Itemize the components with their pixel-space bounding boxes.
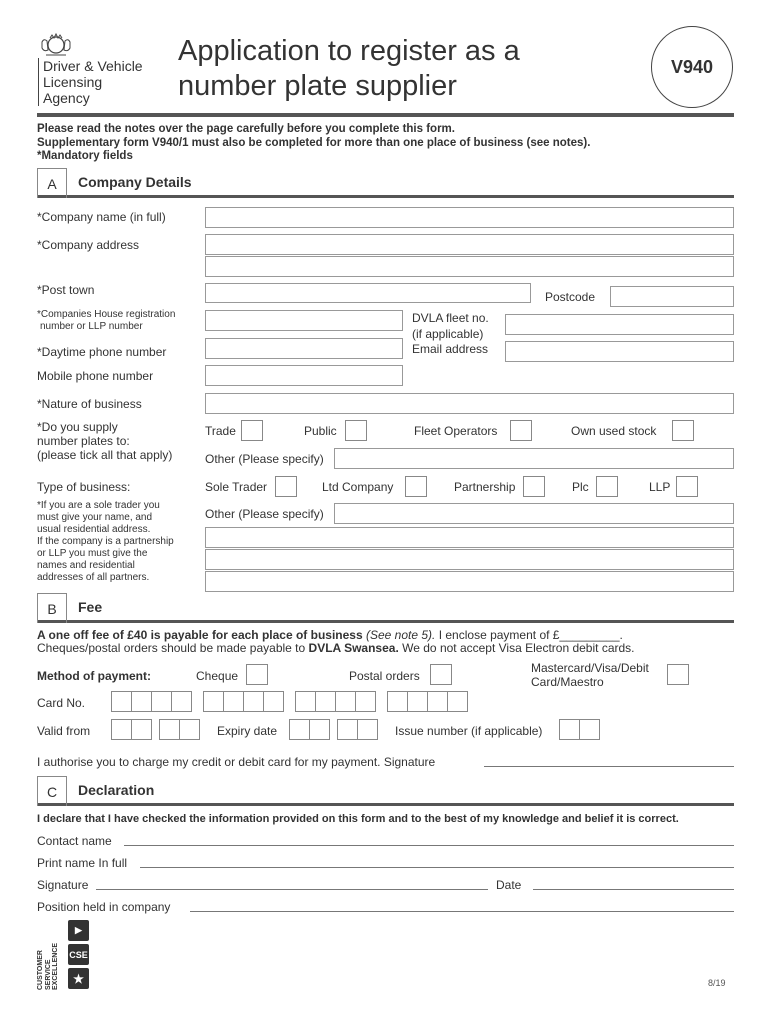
supply-trade-checkbox[interactable]: [241, 420, 263, 441]
supply-public-checkbox[interactable]: [345, 420, 367, 441]
card-number-group-1[interactable]: [111, 691, 192, 712]
card-number-group-2[interactable]: [203, 691, 284, 712]
issue-number-label: Issue number (if applicable): [395, 724, 543, 738]
valid-from-month[interactable]: [111, 719, 152, 740]
mobile-phone-label: Mobile phone number: [37, 369, 154, 383]
type-other-label: Other (Please specify): [205, 507, 324, 521]
supply-trade-label: Trade: [205, 424, 236, 438]
partners-address-field-3[interactable]: [205, 571, 734, 592]
supply-fleet-label: Fleet Operators: [414, 424, 498, 438]
fleet-number-label: DVLA fleet no. (if applicable): [412, 311, 489, 341]
print-name-line[interactable]: [140, 867, 734, 868]
mobile-phone-field[interactable]: [205, 365, 403, 386]
type-plc-label: Plc: [572, 480, 589, 494]
nature-of-business-label: *Nature of business: [37, 397, 142, 411]
section-b-header: [37, 593, 734, 623]
postcode-field[interactable]: [610, 286, 734, 307]
card-payment-checkbox[interactable]: [667, 664, 689, 685]
position-label: Position held in company: [37, 900, 171, 914]
fee-statement: A one off fee of £40 is payable for each place of business (See note 5). I enclose payment of £_________.: [37, 628, 623, 642]
card-number-group-4[interactable]: [387, 691, 468, 712]
form-title: Application to register as a number plate supplier: [178, 35, 520, 102]
customer-service-excellence-logo: CUSTOMER SERVICE EXCELLENCE ▶ CSE ★: [37, 918, 99, 990]
intro-text: Please read the notes over the page carefully before you complete this form. Supplementary form V940/1 must also be completed for more than one place of business (see notes). *Mandatory fields: [37, 123, 591, 162]
section-title: Fee: [78, 599, 103, 615]
daytime-phone-label: *Daytime phone number: [37, 345, 167, 359]
print-name-label: Print name In full: [37, 856, 128, 870]
post-town-label: *Post town: [37, 283, 95, 297]
date-line[interactable]: [533, 889, 734, 890]
type-sole-trader-checkbox[interactable]: [275, 476, 297, 497]
cheques-statement: Cheques/postal orders should be made payable to DVLA Swansea. We do not accept Visa Electron debit cards.: [37, 641, 635, 655]
sole-trader-note: *If you are a sole trader you must give your name, and usual residential address. If the company is a partnership or LLP you must give the names and residential addresses of all partners.: [37, 500, 174, 583]
email-field[interactable]: [505, 341, 734, 362]
nature-of-business-field[interactable]: [205, 393, 734, 414]
issue-number-field[interactable]: [559, 719, 600, 740]
card-payment-label: Mastercard/Visa/Debit Card/Maestro: [531, 661, 649, 689]
section-letter: B: [37, 593, 67, 623]
postal-orders-checkbox[interactable]: [430, 664, 452, 685]
company-address-field-1[interactable]: [205, 234, 734, 255]
type-plc-checkbox[interactable]: [596, 476, 618, 497]
header-divider: [37, 113, 734, 117]
expiry-year[interactable]: [337, 719, 378, 740]
type-llp-checkbox[interactable]: [676, 476, 698, 497]
type-of-business-label: Type of business:: [37, 480, 131, 494]
supply-own-stock-label: Own used stock: [571, 424, 657, 438]
postal-orders-label: Postal orders: [349, 669, 420, 683]
supply-fleet-checkbox[interactable]: [510, 420, 532, 441]
star-icon: ★: [68, 968, 89, 989]
contact-name-line[interactable]: [124, 845, 734, 846]
daytime-phone-field[interactable]: [205, 338, 403, 359]
company-name-label: *Company name (in full): [37, 210, 166, 224]
type-ltd-checkbox[interactable]: [405, 476, 427, 497]
expiry-date-label: Expiry date: [217, 724, 278, 738]
supply-label: *Do you supply number plates to: (please tick all that apply): [37, 420, 173, 462]
email-label: Email address: [412, 342, 489, 356]
position-line[interactable]: [190, 911, 734, 912]
companies-house-label: *Companies House registration number or LLP number: [37, 309, 176, 332]
supply-other-label: Other (Please specify): [205, 452, 324, 466]
section-a-header: [37, 168, 734, 198]
fleet-number-field[interactable]: [505, 314, 734, 335]
company-name-field[interactable]: [205, 207, 734, 228]
date-label: Date: [496, 878, 522, 892]
method-of-payment-label: Method of payment:: [37, 669, 151, 683]
type-partnership-checkbox[interactable]: [523, 476, 545, 497]
post-town-field[interactable]: [205, 283, 531, 303]
cheque-checkbox[interactable]: [246, 664, 268, 685]
partners-address-field-2[interactable]: [205, 549, 734, 570]
supply-public-label: Public: [304, 424, 337, 438]
section-letter: A: [37, 168, 67, 198]
company-address-field-2[interactable]: [205, 256, 734, 277]
type-other-field[interactable]: [334, 503, 734, 524]
section-title: Declaration: [78, 782, 155, 798]
card-number-group-3[interactable]: [295, 691, 376, 712]
supply-other-field[interactable]: [334, 448, 734, 469]
companies-house-field[interactable]: [205, 310, 403, 331]
form-code-badge: V940: [651, 26, 733, 108]
signature-line[interactable]: [96, 889, 488, 890]
card-signature-line[interactable]: [484, 766, 734, 767]
declaration-statement: I declare that I have checked the information provided on this form and to the best of my knowledge and belief it is correct.: [37, 813, 679, 825]
valid-from-label: Valid from: [37, 724, 91, 738]
authorise-label: I authorise you to charge my credit or debit card for my payment. Signature: [37, 755, 436, 769]
play-icon: ▶: [68, 920, 89, 941]
section-letter: C: [37, 776, 67, 806]
valid-from-year[interactable]: [159, 719, 200, 740]
form-version: 8/19: [708, 978, 726, 988]
type-ltd-label: Ltd Company: [322, 480, 394, 494]
agency-name: Driver & Vehicle Licensing Agency: [38, 58, 158, 106]
partners-address-field-1[interactable]: [205, 527, 734, 548]
expiry-month[interactable]: [289, 719, 330, 740]
signature-label: Signature: [37, 878, 89, 892]
supply-own-stock-checkbox[interactable]: [672, 420, 694, 441]
postcode-label: Postcode: [545, 290, 596, 304]
company-address-label: *Company address: [37, 238, 140, 252]
card-number-label: Card No.: [37, 696, 86, 710]
type-sole-trader-label: Sole Trader: [205, 480, 268, 494]
royal-crest-icon: [38, 32, 74, 58]
cse-badge: CSE: [68, 944, 89, 965]
section-title: Company Details: [78, 174, 192, 190]
cheque-label: Cheque: [196, 669, 239, 683]
contact-name-label: Contact name: [37, 834, 112, 848]
type-llp-label: LLP: [649, 480, 671, 494]
type-partnership-label: Partnership: [454, 480, 516, 494]
section-c-header: [37, 776, 734, 806]
